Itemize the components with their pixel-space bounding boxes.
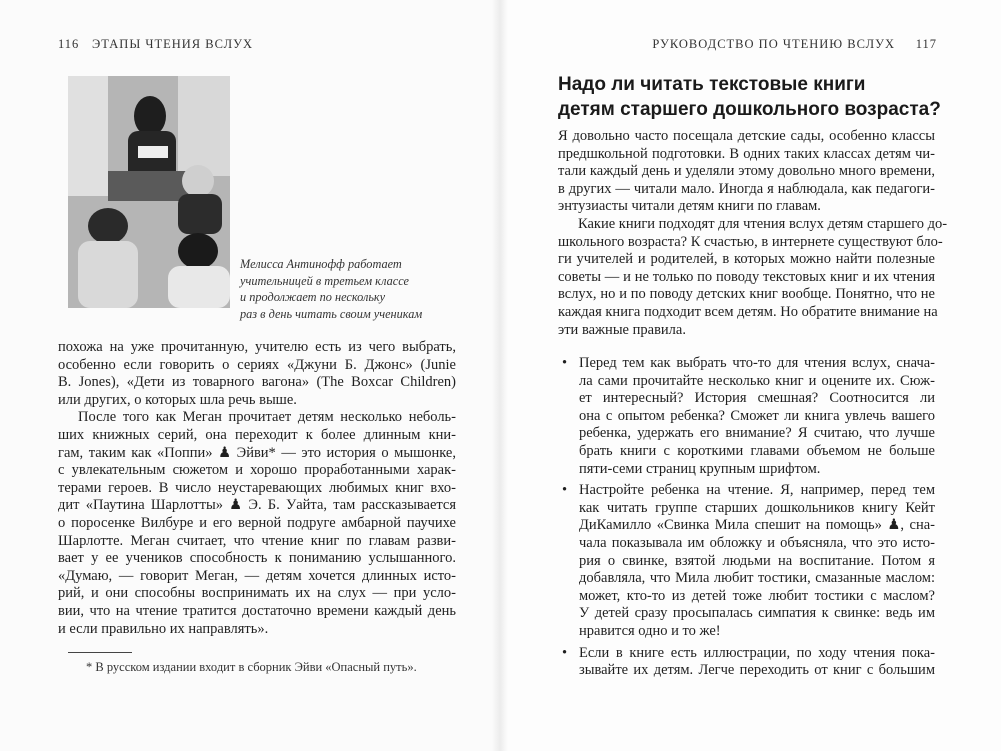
page-number-right: 117 [915,37,937,51]
section-heading [558,72,941,122]
bullet-icon: • [562,644,568,661]
text-line: рий, и они способны воспринимать их на слух — при усло- [58,585,456,602]
text-line: советы — и не только по поводу текстовых книг и их чтения [558,268,935,285]
text-line: добавляла, что Мила любит тостики, смазанные маслом: [579,570,935,587]
page-number-left: 116 [58,37,80,51]
running-head-right: РУКОВОДСТВО ПО ЧТЕНИЮ ВСЛУХ [652,37,895,51]
text-line: как читать группе старших дошкольников книгу Кейт [579,499,935,516]
text-line: ребенка, удержать его внимание? Я считаю, что лучше [579,425,935,442]
text-line: особенно если говорить о сериях «Джуни Б. Джонс» (Junie [58,356,456,373]
bullet-icon: • [562,482,568,499]
running-head-left: ЭТАПЫ ЧТЕНИЯ ВСЛУХ [92,37,253,51]
text-line: нравится одно и то же! [579,622,721,639]
text-line: После того как Меган прочитает детям несколько неболь- [78,409,456,426]
text-line: тали каждый день и уделяли этому довольно много времени, [558,163,935,180]
text-line: терами героев. В число неустаревающих любимых книг вхо- [58,479,456,496]
text-line: брать книги с короткими главами объемом не больше [579,442,935,459]
text-line: Шарлотте. Меган считает, что чтение книг по главам разви- [58,532,456,549]
bullet-item [562,355,935,478]
caption-line: Мелисса Антинофф работает [240,257,402,271]
text-line: с увлекательным сюжетом и хорошо проработанными харак- [58,462,456,479]
text-line: ет интересный? История смешная? Соотносится ли [579,390,935,407]
text-line: Если в книге есть иллюстрации, по ходу чтения пока- [579,644,935,661]
caption-line: и продолжает по нескольку [240,290,386,304]
text-line: рия о свинке, взятой людьми на воспитание. Потом я [579,552,935,569]
text-line: ДиКамилло «Свинка Мила спешит на помощь» ♟, сна- [579,517,935,534]
left-body-text [58,339,456,638]
bullet-list [562,355,935,684]
text-line: энтузиасты читали детям книги по главам. [558,198,821,215]
caption-line: раз в день читать своим ученикам [240,306,423,321]
text-line: Перед тем как выбрать что-то для чтения вслух, снача- [579,355,935,371]
text-line: и если правильно их направлять». [58,620,269,637]
footnote: * В русском издании входит в сборник Эйви «Опасный путь». [86,660,417,674]
text-line: пяти-семи страниц крупным шрифтом. [579,460,821,477]
text-line: она с опытом ребенка? Сможет ли книга увлечь вашего [579,407,935,424]
text-line: вии, что на чтение тратится достаточно времени каждый день [58,602,456,619]
text-line: вслух, но и по поводу детских книг вообще. Понятно, что не [558,286,935,303]
bullet-item [562,482,935,640]
text-line: B. Jones), «Дети из товарного вагона» (The Boxcar Children) [58,374,456,391]
text-line: ги учителей и родителей, в которых можно найти полезные [558,251,935,268]
text-line: У детей сразу просыпалась симпатия к свинке: ведь им [579,605,935,622]
heading-line: Надо ли читать текстовые книги [558,74,866,95]
bullet-icon: • [562,355,568,371]
footnote-divider [68,652,132,653]
book-gutter [492,0,508,751]
text-line: или других, о которых шла речь выше. [58,391,297,408]
text-line: вает у ее учеников способность к пониманию услышанного. [58,550,456,567]
text-line: о поросенке Вилбуре и его верной подруге амбарной паучихе [58,514,456,531]
text-line: «Думаю, — говорит Меган, — детям хочется длинных исто- [58,567,456,584]
text-line: каждая книга подходит всем детям. Но обратите внимание на [558,303,938,320]
text-line: школьного возраста? К счастью, в интернете существуют бло- [558,233,943,250]
heading-line: детям старшего дошкольного возраста? [558,99,941,120]
left-page [0,0,500,751]
text-line: Какие книги подходят для чтения вслух детям старшего до- [578,215,948,232]
text-line: ла сами прочитайте несколько книг и оцените их. Сюж- [579,372,935,389]
text-line: дит «Паутина Шарлотты» ♟ Э. Б. Уайта, там рассказывается [58,497,456,514]
text-line: Настройте ребенка на чтение. Я, например, перед тем [579,482,935,499]
text-line: может, кто-то из детей тоже любит тостики с маслом? [579,587,935,604]
text-line: зывайте их детям. Легче переходить от книг с большим [579,662,935,679]
bullet-item [562,644,935,680]
text-line: в других — читали мало. Иногда я наблюдала, как педагоги- [558,180,935,197]
photo-caption [240,256,422,322]
text-line: похожа на уже прочитанную, учителю есть из чего выбрать, [58,339,456,355]
caption-line: учительницей в третьем классе [240,273,410,288]
right-body-text [558,128,948,339]
text-line: эти важные правила. [558,321,686,338]
text-line: гам, таким как «Поппи» ♟ Эйви* — это история о мышонке, [58,444,456,461]
text-line: чала показывала им обложку и объясняла, что это исто- [579,534,935,551]
classroom-photo [68,76,230,308]
text-line: Я довольно часто посещала детские сады, особенно классы [558,128,935,144]
text-line: ших книжных серий, она переходит к более длинным кни- [58,426,456,443]
text-line: предшкольной подготовки. В одних таких классах детям чи- [558,145,935,162]
